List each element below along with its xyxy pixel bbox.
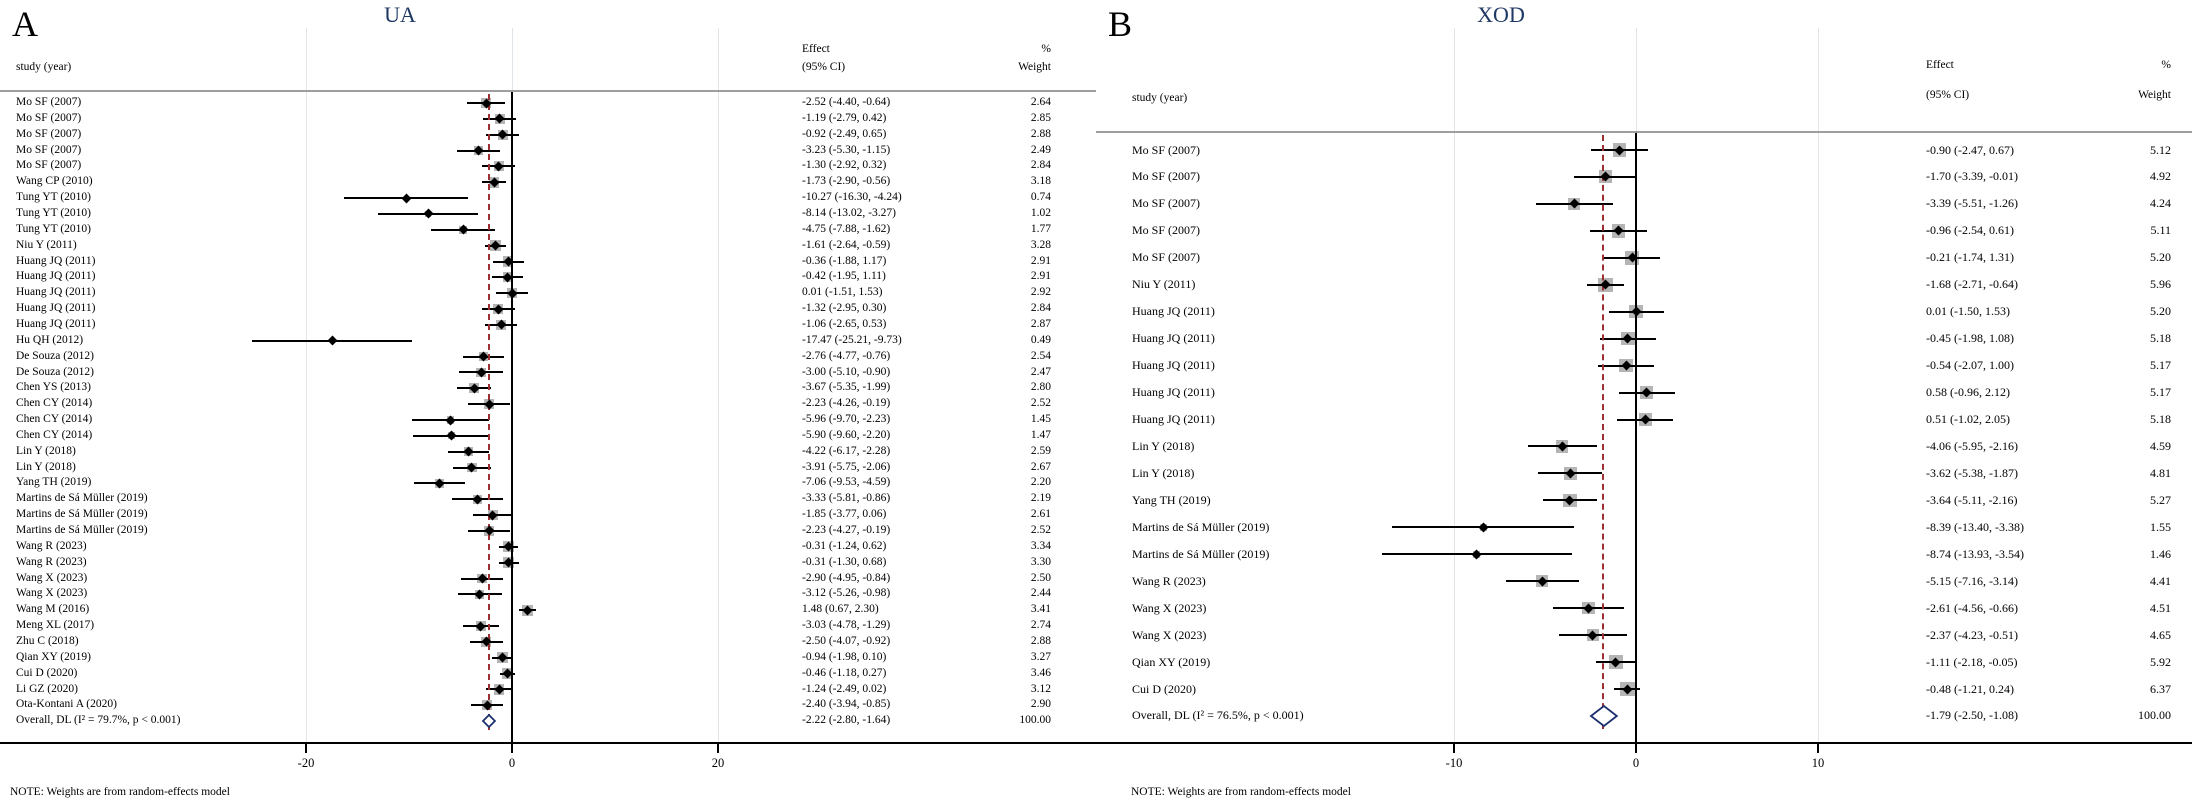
effect-ci-value: -4.22 (-6.17, -2.28): [802, 444, 891, 457]
study-label: Huang JQ (2011): [16, 270, 96, 283]
effect-ci-value: -0.96 (-2.54, 0.61): [1926, 223, 2014, 238]
study-label: Lin Y (2018): [1132, 438, 1195, 453]
axis-tick-label: 0: [1632, 756, 1640, 770]
overall-diamond: [1590, 705, 1618, 727]
effect-ci-value: 0.51 (-1.02, 2.05): [1926, 412, 2010, 427]
weight-value: 3.34: [1030, 539, 1051, 552]
study-label: Meng XL (2017): [16, 619, 95, 632]
weight-value: 2.90: [1030, 698, 1051, 711]
effect-ci-value: -0.54 (-2.07, 1.00): [1926, 358, 2014, 373]
axis-tick-label: 0: [508, 756, 516, 770]
weight-value: 4.41: [2150, 573, 2171, 588]
study-label: Mo SF (2007): [16, 127, 82, 140]
study-label: Lin Y (2018): [16, 460, 76, 473]
study-label: Wang R (2023): [1132, 573, 1206, 588]
weight-value: 1.47: [1030, 428, 1051, 441]
column-header-study: study (year): [1132, 92, 1188, 104]
effect-ci-value: -1.06 (-2.65, 0.53): [802, 317, 887, 330]
effect-ci-value: -0.31 (-1.24, 0.62): [802, 539, 887, 552]
axis-tick-label: -10: [1445, 756, 1463, 770]
weight-value: 2.59: [1030, 444, 1051, 457]
effect-ci-value: -3.91 (-5.75, -2.06): [802, 460, 891, 473]
effect-ci-value: -2.37 (-4.23, -0.51): [1926, 627, 2018, 642]
weight-value: 5.92: [2150, 654, 2171, 669]
weight-value: 1.02: [1030, 207, 1051, 220]
study-label: Mo SF (2007): [16, 96, 82, 109]
weight-value: 2.74: [1030, 619, 1051, 632]
weight-value: 2.88: [1030, 634, 1051, 647]
study-label: Wang X (2023): [1132, 600, 1207, 615]
study-label: Tung YT (2010): [16, 191, 91, 204]
study-label: Chen CY (2014): [16, 428, 93, 441]
effect-ci-value: -3.39 (-5.51, -1.26): [1926, 196, 2018, 211]
effect-ci-value: -2.40 (-3.94, -0.85): [802, 698, 891, 711]
axis-tick: [511, 744, 513, 753]
zero-line: [1635, 133, 1637, 742]
weight-value: 5.27: [2150, 492, 2171, 507]
overall-weight-value: 100.00: [2138, 708, 2171, 723]
zero-line: [511, 92, 513, 742]
effect-ci-value: -8.14 (-13.02, -3.27): [802, 207, 896, 220]
weight-value: 4.81: [2150, 465, 2171, 480]
effect-ci-value: -1.11 (-2.18, -0.05): [1926, 654, 2018, 669]
weight-value: 5.17: [2150, 358, 2171, 373]
effect-ci-value: -8.74 (-13.93, -3.54): [1926, 546, 2024, 561]
weight-value: 2.20: [1030, 476, 1051, 489]
column-header-effect-line2: (95% CI): [1926, 89, 1970, 101]
study-label: Huang JQ (2011): [16, 286, 96, 299]
axis-tick: [1635, 744, 1637, 753]
weight-value: 4.24: [2150, 196, 2171, 211]
effect-ci-value: -3.67 (-5.35, -1.99): [802, 381, 891, 394]
weights-note: NOTE: Weights are from random-effects model: [1131, 786, 1351, 798]
weight-value: 5.20: [2150, 304, 2171, 319]
effect-ci-value: -1.32 (-2.95, 0.30): [802, 302, 887, 315]
effect-ci-value: -3.03 (-4.78, -1.29): [802, 619, 891, 632]
effect-ci-value: -2.52 (-4.40, -0.64): [802, 96, 891, 109]
study-label: Yang TH (2019): [1132, 492, 1211, 507]
effect-ci-value: -0.45 (-1.98, 1.08): [1926, 331, 2014, 346]
weight-value: 4.65: [2150, 627, 2171, 642]
weight-value: 2.54: [1030, 349, 1051, 362]
effect-ci-value: -0.90 (-2.47, 0.67): [1926, 142, 2014, 157]
study-label: Huang JQ (2011): [1132, 331, 1215, 346]
weight-value: 2.52: [1030, 524, 1051, 537]
column-header-effect-line2: (95% CI): [802, 61, 846, 73]
effect-ci-value: -2.50 (-4.07, -0.92): [802, 634, 891, 647]
study-label: Chen CY (2014): [16, 397, 93, 410]
weights-note: NOTE: Weights are from random-effects model: [10, 786, 230, 798]
panel-title: XOD: [1477, 2, 1525, 27]
overall-effect-dashed-line: [1602, 135, 1604, 729]
effect-ci-value: -0.21 (-1.74, 1.31): [1926, 250, 2014, 265]
study-label: Martins de Sá Müller (2019): [1132, 546, 1270, 561]
weight-value: 3.12: [1030, 682, 1051, 695]
weight-value: 2.64: [1030, 96, 1051, 109]
study-label: Lin Y (2018): [16, 444, 76, 457]
column-header-weight-line2: Weight: [2138, 89, 2171, 101]
panel-b: [1096, 0, 2192, 800]
effect-ci-value: -2.61 (-4.56, -0.66): [1926, 600, 2018, 615]
study-label: De Souza (2012): [16, 349, 94, 362]
study-label: Huang JQ (2011): [16, 254, 96, 267]
study-label: Wang R (2023): [16, 555, 87, 568]
study-label: Martins de Sá Müller (2019): [16, 508, 148, 521]
weight-value: 3.41: [1030, 603, 1051, 616]
effect-ci-value: -2.23 (-4.27, -0.19): [802, 524, 891, 537]
panel-title: UA: [384, 2, 416, 27]
effect-ci-value: -0.42 (-1.95, 1.11): [802, 270, 886, 283]
weight-value: 2.19: [1030, 492, 1051, 505]
weight-value: 2.47: [1030, 365, 1051, 378]
weight-value: 5.18: [2150, 412, 2171, 427]
study-label: Chen CY (2014): [16, 413, 93, 426]
weight-value: 2.84: [1030, 159, 1051, 172]
gridline: [1818, 28, 1819, 742]
effect-ci-value: -17.47 (-25.21, -9.73): [802, 333, 902, 346]
axis-tick: [717, 744, 719, 753]
x-axis-line: [1096, 742, 2192, 744]
weight-value: 2.61: [1030, 508, 1051, 521]
study-label: Chen YS (2013): [16, 381, 91, 394]
point-estimate-marker: [423, 209, 433, 219]
column-header-weight-line1: %: [1041, 43, 1051, 55]
column-header-effect-line1: Effect: [802, 43, 830, 55]
weight-value: 2.49: [1030, 143, 1051, 156]
effect-ci-value: -0.46 (-1.18, 0.27): [802, 666, 887, 679]
study-label: Tung YT (2010): [16, 222, 91, 235]
column-header-effect-line1: Effect: [1926, 59, 1954, 71]
header-separator-line: [0, 90, 1096, 92]
study-label: Mo SF (2007): [1132, 196, 1201, 211]
effect-ci-value: -0.94 (-1.98, 0.10): [802, 650, 887, 663]
weight-value: 3.27: [1030, 650, 1051, 663]
effect-ci-value: -5.90 (-9.60, -2.20): [802, 428, 891, 441]
effect-ci-value: -10.27 (-16.30, -4.24): [802, 191, 902, 204]
study-label: Mo SF (2007): [1132, 223, 1201, 238]
effect-ci-value: -3.33 (-5.81, -0.86): [802, 492, 891, 505]
weight-value: 3.18: [1030, 175, 1051, 188]
axis-tick: [1453, 744, 1455, 753]
study-label: Hu QH (2012): [16, 333, 84, 346]
effect-ci-value: -0.92 (-2.49, 0.65): [802, 127, 887, 140]
weight-value: 1.55: [2150, 519, 2171, 534]
weight-value: 2.50: [1030, 571, 1051, 584]
panel-letter: A: [12, 4, 38, 44]
study-label: Lin Y (2018): [1132, 465, 1195, 480]
study-label: Yang TH (2019): [16, 476, 92, 489]
effect-ci-value: -1.70 (-3.39, -0.01): [1926, 169, 2018, 184]
study-label: Huang JQ (2011): [16, 317, 96, 330]
effect-ci-value: -4.75 (-7.88, -1.62): [802, 222, 891, 235]
gridline: [718, 28, 719, 742]
study-label: Zhu C (2018): [16, 634, 79, 647]
panel-letter: B: [1108, 4, 1133, 44]
overall-effect-dashed-line: [488, 94, 490, 730]
weight-value: 2.67: [1030, 460, 1051, 473]
weight-value: 4.51: [2150, 600, 2171, 615]
study-label: Martins de Sá Müller (2019): [16, 492, 148, 505]
axis-tick-label: 20: [711, 756, 725, 770]
weight-value: 2.52: [1030, 397, 1051, 410]
study-label: Martins de Sá Müller (2019): [16, 524, 148, 537]
weight-value: 2.85: [1030, 111, 1051, 124]
effect-ci-value: 0.58 (-0.96, 2.12): [1926, 385, 2010, 400]
study-label: Niu Y (2011): [16, 238, 77, 251]
effect-ci-value: -5.96 (-9.70, -2.23): [802, 413, 891, 426]
weight-value: 4.59: [2150, 438, 2171, 453]
study-label: Wang X (2023): [1132, 627, 1207, 642]
study-label: Qian XY (2019): [16, 650, 91, 663]
effect-ci-value: -7.06 (-9.53, -4.59): [802, 476, 891, 489]
study-label: Cui D (2020): [1132, 681, 1196, 696]
weight-value: 5.18: [2150, 331, 2171, 346]
effect-ci-value: 1.48 (0.67, 2.30): [802, 603, 879, 616]
effect-ci-value: -1.73 (-2.90, -0.56): [802, 175, 891, 188]
weight-value: 2.84: [1030, 302, 1051, 315]
weight-value: 5.17: [2150, 385, 2171, 400]
overall-label: Overall, DL (I² = 76.5%, p < 0.001): [1132, 708, 1304, 723]
study-label: Huang JQ (2011): [1132, 304, 1215, 319]
study-label: Ota-Kontani A (2020): [16, 698, 117, 711]
effect-ci-value: -0.36 (-1.88, 1.17): [802, 254, 887, 267]
weight-value: 5.11: [2150, 223, 2171, 238]
axis-tick-label: -20: [297, 756, 315, 770]
axis-tick: [1817, 744, 1819, 753]
effect-ci-value: -3.64 (-5.11, -2.16): [1926, 492, 2018, 507]
weight-value: 1.46: [2150, 546, 2171, 561]
gridline: [306, 28, 307, 742]
point-estimate-marker: [327, 336, 337, 346]
gridline: [1454, 28, 1455, 742]
axis-tick: [305, 744, 307, 753]
study-label: Huang JQ (2011): [1132, 358, 1215, 373]
effect-ci-value: -1.30 (-2.92, 0.32): [802, 159, 887, 172]
weight-value: 2.87: [1030, 317, 1051, 330]
study-label: Huang JQ (2011): [1132, 385, 1215, 400]
weight-value: 5.96: [2150, 277, 2171, 292]
weight-value: 2.44: [1030, 587, 1051, 600]
effect-ci-value: -1.68 (-2.71, -0.64): [1926, 277, 2018, 292]
weight-value: 4.92: [2150, 169, 2171, 184]
effect-ci-value: -0.31 (-1.30, 0.68): [802, 555, 887, 568]
study-label: Wang R (2023): [16, 539, 87, 552]
study-label: Niu Y (2011): [1132, 277, 1196, 292]
study-label: Mo SF (2007): [1132, 169, 1201, 184]
effect-ci-value: 0.01 (-1.50, 1.53): [1926, 304, 2010, 319]
effect-ci-value: -8.39 (-13.40, -3.38): [1926, 519, 2024, 534]
effect-ci-value: -3.12 (-5.26, -0.98): [802, 587, 891, 600]
effect-ci-value: -0.48 (-1.21, 0.24): [1926, 681, 2014, 696]
study-label: De Souza (2012): [16, 365, 94, 378]
overall-effect-ci-value: -1.79 (-2.50, -1.08): [1926, 708, 2018, 723]
weight-value: 2.88: [1030, 127, 1051, 140]
weight-value: 0.74: [1030, 191, 1051, 204]
study-label: Wang M (2016): [16, 603, 90, 616]
weight-value: 2.80: [1030, 381, 1051, 394]
weight-value: 3.28: [1030, 238, 1051, 251]
study-label: Qian XY (2019): [1132, 654, 1211, 669]
study-label: Wang CP (2010): [16, 175, 93, 188]
weight-value: 0.49: [1030, 333, 1051, 346]
study-label: Tung YT (2010): [16, 207, 91, 220]
weight-value: 2.91: [1030, 254, 1051, 267]
column-header-weight-line1: %: [2161, 59, 2171, 71]
column-header-study: study (year): [16, 61, 72, 73]
effect-ci-value: 0.01 (-1.51, 1.53): [802, 286, 883, 299]
overall-weight-value: 100.00: [1019, 714, 1051, 727]
effect-ci-value: -3.62 (-5.38, -1.87): [1926, 465, 2018, 480]
header-separator-line: [1096, 131, 2192, 133]
weight-value: 3.46: [1030, 666, 1051, 679]
study-label: Mo SF (2007): [1132, 142, 1201, 157]
effect-ci-value: -3.00 (-5.10, -0.90): [802, 365, 891, 378]
effect-ci-value: -1.85 (-3.77, 0.06): [802, 508, 887, 521]
weight-value: 1.77: [1030, 222, 1051, 235]
overall-effect-ci-value: -2.22 (-2.80, -1.64): [802, 714, 891, 727]
effect-ci-value: -5.15 (-7.16, -3.14): [1926, 573, 2018, 588]
effect-ci-value: -1.24 (-2.49, 0.02): [802, 682, 887, 695]
weight-value: 2.91: [1030, 270, 1051, 283]
study-label: Wang X (2023): [16, 587, 88, 600]
study-label: Martins de Sá Müller (2019): [1132, 519, 1270, 534]
effect-ci-value: -2.23 (-4.26, -0.19): [802, 397, 891, 410]
study-label: Mo SF (2007): [16, 111, 82, 124]
weight-value: 2.92: [1030, 286, 1051, 299]
effect-ci-value: -2.76 (-4.77, -0.76): [802, 349, 891, 362]
study-label: Mo SF (2007): [16, 143, 82, 156]
study-label: Huang JQ (2011): [16, 302, 96, 315]
effect-ci-value: -1.19 (-2.79, 0.42): [802, 111, 887, 124]
effect-ci-value: -1.61 (-2.64, -0.59): [802, 238, 891, 251]
weight-value: 5.20: [2150, 250, 2171, 265]
effect-ci-value: -2.90 (-4.95, -0.84): [802, 571, 891, 584]
overall-diamond: [482, 714, 496, 728]
x-axis-line: [0, 742, 1096, 744]
study-label: Li GZ (2020): [16, 682, 78, 695]
weight-value: 6.37: [2150, 681, 2171, 696]
study-label: Wang X (2023): [16, 571, 88, 584]
study-label: Huang JQ (2011): [1132, 412, 1215, 427]
weight-value: 1.45: [1030, 413, 1051, 426]
axis-tick-label: 10: [1811, 756, 1825, 770]
effect-ci-value: -4.06 (-5.95, -2.16): [1926, 438, 2018, 453]
study-label: Mo SF (2007): [16, 159, 82, 172]
weight-value: 5.12: [2150, 142, 2171, 157]
study-label: Cui D (2020): [16, 666, 78, 679]
weight-value: 3.30: [1030, 555, 1051, 568]
study-label: Mo SF (2007): [1132, 250, 1201, 265]
effect-ci-value: -3.23 (-5.30, -1.15): [802, 143, 891, 156]
overall-label: Overall, DL (I² = 79.7%, p < 0.001): [16, 714, 181, 727]
column-header-weight-line2: Weight: [1018, 61, 1051, 73]
